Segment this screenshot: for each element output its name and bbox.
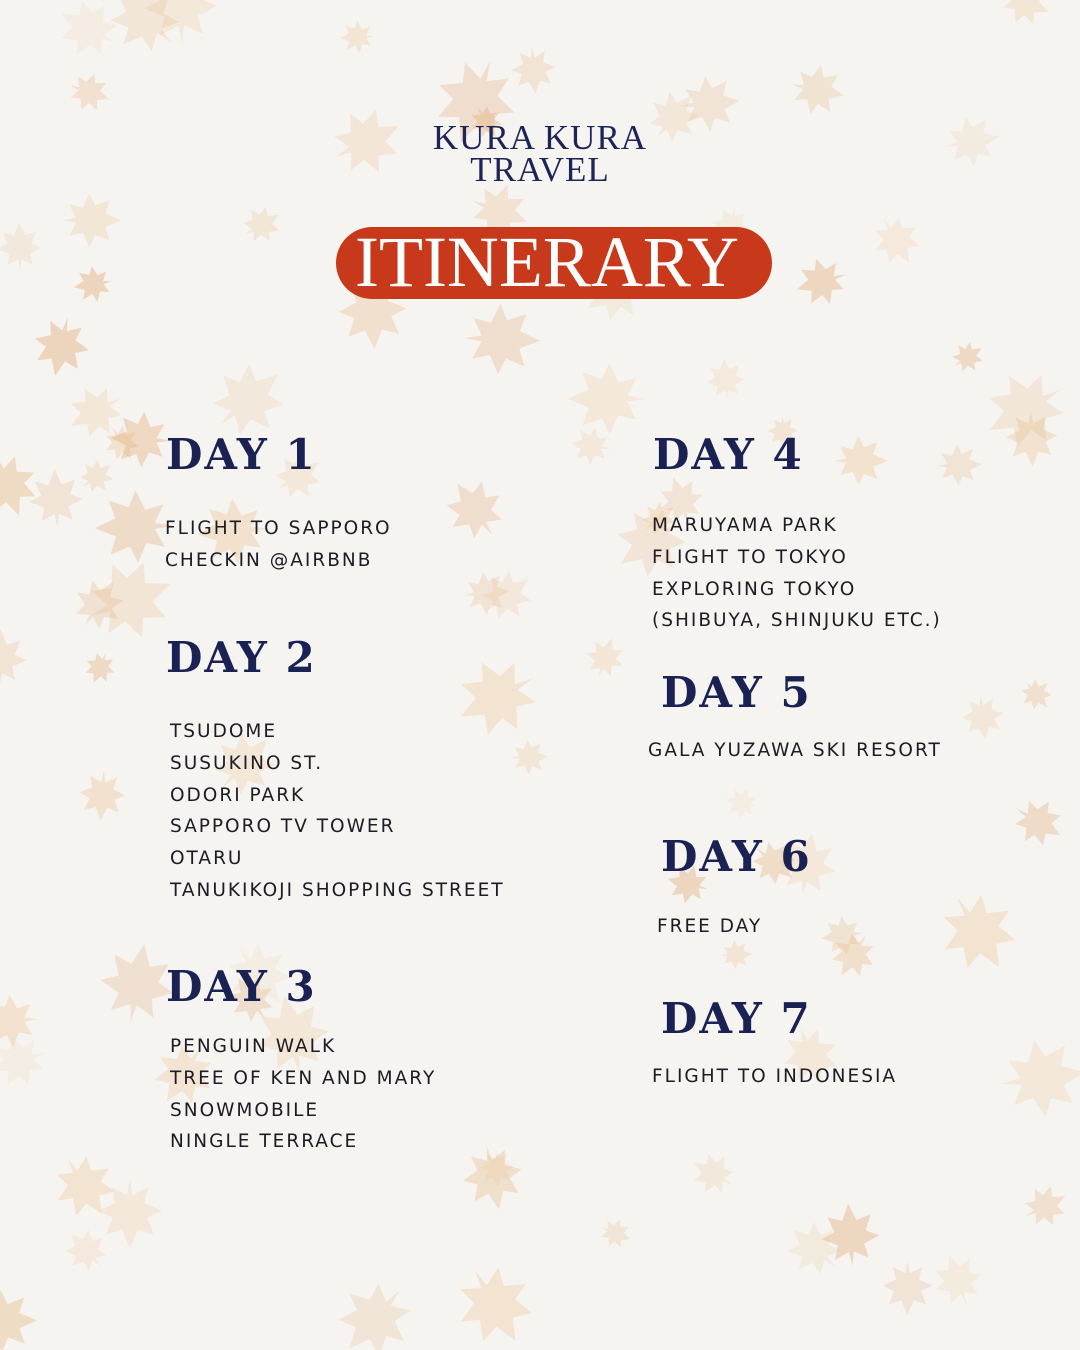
leaf-decoration [322, 1266, 428, 1350]
list-item: GALA YUZAWA SKI RESORT [648, 740, 942, 761]
leaf-decoration [434, 468, 516, 551]
day-4-list [652, 510, 942, 637]
list-item: FLIGHT TO SAPPORO [165, 518, 392, 539]
day-1-list [165, 513, 392, 577]
leaf-decoration [80, 647, 121, 689]
list-item: TSUDOME [170, 721, 278, 742]
day-7-heading: DAY 7 [661, 994, 812, 1043]
leaf-decoration [786, 60, 849, 120]
list-item: SAPPORO TV TOWER [170, 816, 396, 838]
leaf-decoration [72, 452, 121, 500]
list-item: (SHIBUYA, SHINJUKU ETC.) [652, 610, 942, 632]
leaf-decoration [47, 0, 129, 68]
day-2-list [170, 716, 505, 907]
leaf-decoration [863, 207, 929, 275]
leaf-decoration [71, 263, 115, 305]
day-4-heading: DAY 4 [653, 430, 804, 479]
day-3-heading: DAY 3 [166, 962, 317, 1011]
brand-name-line-2: TRAVEL [470, 150, 610, 189]
leaf-decoration [0, 629, 27, 687]
day-7-list [652, 1061, 897, 1093]
leaf-decoration [0, 1290, 38, 1350]
day-5-heading: DAY 5 [661, 668, 812, 717]
day-5-list [648, 735, 942, 767]
day-6-list [657, 911, 762, 943]
list-item: EXPLORING TOKYO [652, 578, 857, 600]
brand-name-line-1: KURA KURA [432, 118, 648, 157]
leaf-decoration [946, 335, 990, 378]
leaf-decoration [28, 468, 84, 528]
leaf-decoration [684, 1145, 742, 1202]
leaf-decoration [28, 312, 94, 382]
leaf-decoration [834, 436, 888, 485]
leaf-decoration [62, 193, 121, 247]
leaf-decoration [790, 252, 852, 312]
leaf-decoration [722, 784, 762, 822]
list-item: OTARU [170, 848, 244, 870]
list-item: NINGLE TERRACE [170, 1131, 359, 1153]
leaf-decoration [926, 1247, 990, 1313]
list-item: PENGUIN WALK [170, 1036, 337, 1057]
leaf-decoration [236, 199, 288, 250]
list-item: FLIGHT TO TOKYO [652, 546, 848, 568]
leaf-decoration [1005, 789, 1072, 855]
leaf-decoration [960, 693, 1006, 742]
leaf-decoration [994, 0, 1057, 33]
leaf-decoration [568, 425, 613, 467]
day-3-list [170, 1031, 436, 1158]
list-item: FLIGHT TO INDONESIA [652, 1066, 898, 1087]
leaf-decoration [0, 222, 42, 271]
leaf-decoration [78, 769, 127, 822]
leaf-decoration [996, 1034, 1080, 1123]
leaf-decoration [936, 443, 983, 486]
list-item: TANUKIKOJI SHOPPING STREET [170, 879, 505, 901]
leaf-decoration [883, 1261, 933, 1315]
leaf-decoration [510, 45, 557, 95]
leaf-decoration [463, 303, 541, 376]
leaf-decoration [705, 357, 746, 401]
leaf-decoration [457, 1140, 528, 1215]
leaf-decoration [339, 20, 375, 54]
day-1-heading: DAY 1 [166, 430, 317, 479]
leaf-decoration [568, 363, 645, 435]
leaf-decoration [1014, 672, 1059, 717]
list-item: MARUYAMA PARK [652, 515, 838, 536]
leaf-decoration [93, 489, 174, 564]
leaf-decoration [510, 739, 549, 775]
list-item: FREE DAY [657, 916, 763, 937]
leaf-decoration [56, 1220, 117, 1281]
day-6-heading: DAY 6 [661, 832, 812, 881]
leaf-decoration [581, 632, 630, 683]
leaf-decoration [64, 67, 116, 117]
list-item: TREE OF KEN AND MARY [170, 1067, 437, 1089]
list-item: SNOWMOBILE [170, 1099, 320, 1121]
day-2-heading: DAY 2 [166, 633, 317, 682]
leaf-decoration [442, 1251, 548, 1350]
page-title: ITINERARY [355, 222, 739, 302]
leaf-decoration [1017, 1178, 1075, 1234]
leaf-decoration [0, 1028, 52, 1094]
leaf-decoration [926, 879, 1031, 986]
leaf-decoration [595, 1214, 636, 1254]
list-item: SUSUKINO ST. [170, 752, 324, 774]
list-item: CHECKIN @AIRBNB [165, 549, 373, 571]
leaf-decoration [109, 410, 172, 469]
list-item: ODORI PARK [170, 784, 306, 806]
leaf-decoration [720, 940, 753, 970]
